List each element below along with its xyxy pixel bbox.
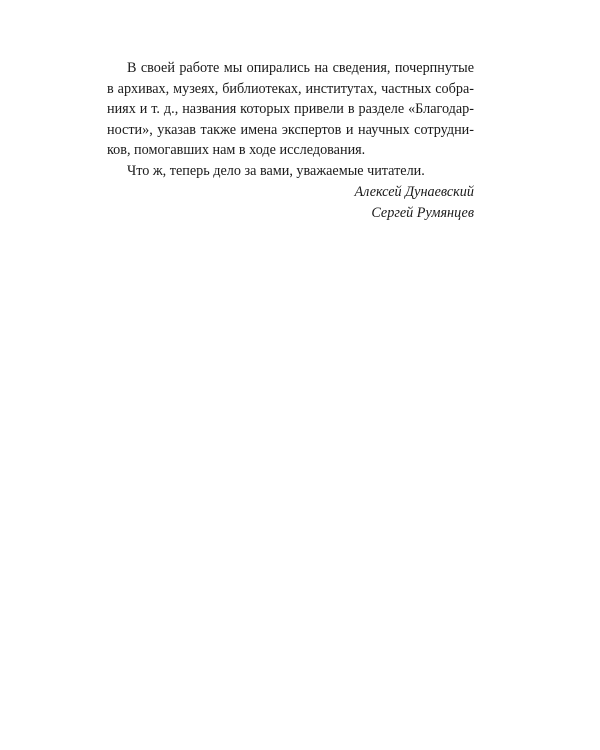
paragraph-2: Что ж, теперь дело за вами, уважаемые читатели. <box>127 162 425 179</box>
paragraph-1-line-1: В своей работе мы опирались на сведения, почерпнутые <box>127 60 474 76</box>
author-signatures <box>355 182 475 223</box>
author-name-2: Сергей Румянцев <box>371 204 474 221</box>
author-name-1: Алексей Дунаевский <box>354 184 474 200</box>
paragraph-1-line-3: ниях и т. д., названия которых привели в разделе «Благодар- <box>107 101 474 118</box>
body-text <box>107 58 474 182</box>
paragraph-1-line-4: ности», указав также имена экспертов и научных сотрудни- <box>107 121 474 138</box>
paragraph-1-line-2: в архивах, музеях, библиотеках, институтах, частных собра- <box>107 80 474 97</box>
paragraph-1-line-5: ков, помогавших нам в ходе исследования. <box>107 142 366 159</box>
